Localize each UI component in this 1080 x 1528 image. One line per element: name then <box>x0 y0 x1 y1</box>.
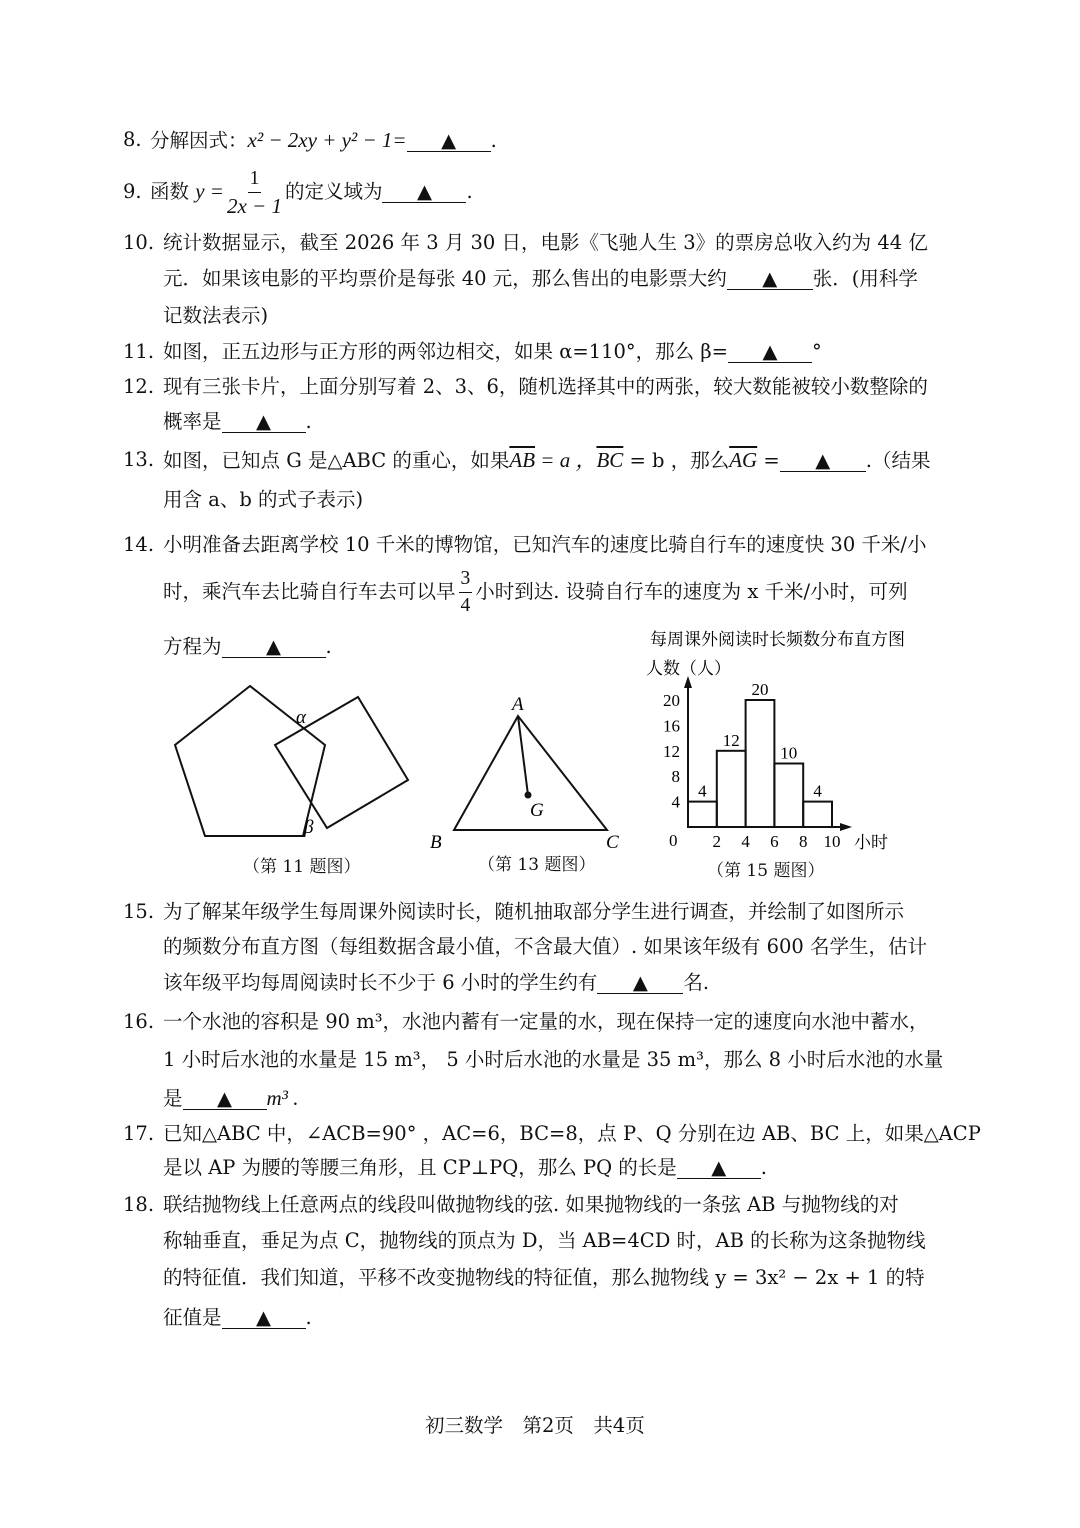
answer-blank[interactable]: ▲ <box>677 1158 761 1179</box>
denominator: 4 <box>460 595 471 616</box>
histogram-bar <box>803 802 832 827</box>
q9-number: 9. <box>123 180 142 203</box>
q15-line3 <box>163 971 709 995</box>
q8-number: 8. <box>123 128 142 151</box>
q13-line2: 用含 a、b 的式子表示) <box>163 488 364 511</box>
figure-15-caption: （第 15 题图） <box>707 861 825 881</box>
q10-text: 元．如果该电影的平均票价是每张 40 元，那么售出的电影票大约 <box>163 267 727 290</box>
q10-number: 10. <box>123 231 155 254</box>
q14-period: . <box>325 635 332 658</box>
y-tick-label: 4 <box>671 792 680 812</box>
denominator: 2x − 1 <box>226 194 282 218</box>
x-tick-label: 2 <box>712 832 722 851</box>
answer-blank[interactable]: ▲ <box>222 637 326 658</box>
q15-text: 该年级平均每周阅读时长不少于 6 小时的学生约有 <box>163 971 598 994</box>
figure-13-caption: （第 13 题图） <box>478 855 596 875</box>
q13-eq: = <box>757 449 780 472</box>
answer-blank[interactable]: ▲ <box>382 182 466 203</box>
q16-text: 是 <box>163 1087 183 1110</box>
q11-text: 如图，正五边形与正方形的两邻边相交，如果 α=110°，那么 β= <box>163 340 728 363</box>
q13-eq-a: = a ， <box>535 448 597 472</box>
q18-period: . <box>305 1306 312 1329</box>
q18-line2: 称轴垂直，垂足为点 C，抛物线的顶点为 D，当 AB=4CD 时，AB 的长称为这条抛物线 <box>163 1229 926 1252</box>
q14-text: 时，乘汽车去比骑自行车去可以早 <box>163 580 456 603</box>
q12-number: 12. <box>123 375 155 398</box>
q16-line3 <box>163 1086 298 1111</box>
q11-number: 11. <box>123 340 155 363</box>
page-footer: 初三数学 第2页 共4页 <box>425 1414 645 1437</box>
q16-number: 16. <box>123 1010 155 1033</box>
y-tick-label: 12 <box>663 741 680 761</box>
label-g: G <box>530 800 544 821</box>
q15-number: 15. <box>123 900 155 923</box>
histogram-bar <box>717 751 746 827</box>
bar-value-label: 20 <box>751 680 769 699</box>
square <box>275 697 408 828</box>
q18-line4 <box>163 1306 312 1330</box>
q13-text2: .（结果 <box>865 449 931 472</box>
q17-text: 是以 AP 为腰的等腰三角形，且 CP⊥PQ，那么 PQ 的长是 <box>163 1156 677 1179</box>
q16-line1: 一个水池的容积是 90 m³，水池内蓄有一定量的水，现在保持一定的速度向水池中蓄水， <box>163 1010 929 1033</box>
alpha-label: α <box>296 707 306 728</box>
q8-text: 分解因式： <box>150 129 248 152</box>
origin-label: 0 <box>669 831 678 850</box>
histogram-bar <box>774 764 803 828</box>
figure-11-caption: （第 11 题图） <box>243 857 361 877</box>
q18-line3: 的特征值．我们知道，平移不改变抛物线的特征值，那么抛物线 y = 3x² − 2x + 1 的特 <box>163 1266 925 1289</box>
histogram-bar <box>746 700 775 827</box>
bar-value-label: 10 <box>780 743 798 763</box>
answer-blank[interactable]: ▲ <box>183 1089 267 1110</box>
point-g <box>525 792 532 799</box>
q16-line2: 1 小时后水池的水量是 15 m³， 5 小时后水池的水量是 35 m³，那么 8 小时后水池的水量 <box>163 1048 944 1071</box>
q13-number: 13. <box>123 448 155 471</box>
answer-blank[interactable]: ▲ <box>222 412 306 433</box>
q13-text: 如图，已知点 G 是△ABC 的重心，如果 <box>163 449 510 472</box>
q17-period: . <box>760 1156 767 1179</box>
vector-ag: $\overline{AG}$ <box>729 448 758 472</box>
answer-blank[interactable]: ▲ <box>727 269 813 290</box>
q10-text2: 张．(用科学 <box>812 267 918 290</box>
q12-text: 概率是 <box>163 410 222 433</box>
bar-value-label: 4 <box>813 781 822 801</box>
q8-expression: x² − 2xy + y² − 1= <box>247 128 407 152</box>
q12-line1: 现有三张卡片，上面分别写着 2、3、6，随机选择其中的两张，较大数能被较小数整除的 <box>163 375 928 398</box>
histogram-y-label: 人数（人） <box>646 659 731 678</box>
histogram-x-label: 小时 <box>854 833 888 852</box>
q18-number: 18. <box>123 1193 155 1216</box>
label-a: A <box>512 694 524 715</box>
q15-line2: 的频数分布直方图（每组数据含最小值，不含最大值）. 如果该年级有 600 名学生，估计 <box>163 935 928 958</box>
label-b: B <box>430 832 442 853</box>
vector-ab: $\overline{AB}$ <box>509 448 536 472</box>
q17-line1: 已知△ABC 中，∠ACB=90° ，AC=6，BC=8，点 P、Q 分别在边 AB、BC 上，如果△ACP <box>163 1122 981 1145</box>
q10-line3: 记数法表示) <box>163 304 269 327</box>
answer-blank[interactable]: ▲ <box>222 1308 306 1329</box>
x-tick-label: 6 <box>770 832 779 851</box>
q12-period: . <box>305 410 312 433</box>
q9-period: . <box>466 180 473 203</box>
degree-sign: ° <box>812 340 822 363</box>
q8-period: . <box>490 129 497 152</box>
y-tick-label: 20 <box>663 691 680 710</box>
q9-y: y = <box>195 179 224 203</box>
x-tick-label: 10 <box>823 832 841 851</box>
bar-value-label: 4 <box>698 781 707 801</box>
answer-blank[interactable]: ▲ <box>407 131 491 152</box>
vector-bc: $\overline{BC}$ <box>596 448 624 472</box>
answer-blank[interactable]: ▲ <box>780 451 866 472</box>
q15-line1: 为了解某年级学生每周课外阅读时长，随机抽取部分学生进行调查，并绘制了如图所示 <box>163 900 905 923</box>
x-tick-label: 4 <box>741 832 750 851</box>
bar-value-label: 12 <box>722 730 740 750</box>
q9-text2: 的定义域为 <box>284 180 383 203</box>
q9-text: 函数 <box>150 180 196 203</box>
x-axis-arrow <box>840 823 852 831</box>
answer-blank[interactable]: ▲ <box>728 342 812 363</box>
q14-line1: 小明准备去距离学校 10 千米的博物馆，已知汽车的速度比骑自行车的速度快 30 千米/小 <box>163 533 927 556</box>
label-c: C <box>606 832 619 853</box>
q18-line1: 联结抛物线上任意两点的线段叫做抛物线的弦. 如果抛物线的一条弦 AB 与抛物线的对 <box>163 1193 899 1216</box>
q17-number: 17. <box>123 1122 155 1145</box>
numerator: 1 <box>248 166 262 193</box>
q17-line2 <box>163 1156 767 1180</box>
q14-text3: 方程为 <box>163 635 222 658</box>
histogram-figure-15 <box>663 676 852 851</box>
beta-label: β <box>304 817 314 838</box>
y-tick-label: 16 <box>663 716 680 736</box>
q10-line1: 统计数据显示，截至 2026 年 3 月 30 日，电影《飞驰人生 3》的票房总收入约为 44 亿 <box>163 231 928 254</box>
q14-number: 14. <box>123 533 155 556</box>
figure-11 <box>175 686 408 836</box>
answer-blank[interactable]: ▲ <box>597 973 683 994</box>
x-tick-label: 8 <box>798 832 808 851</box>
numerator: 3 <box>459 566 473 593</box>
q13-eq-b: = b ，那么 <box>623 449 730 472</box>
y-tick-label: 8 <box>671 767 680 787</box>
q18-text: 征值是 <box>163 1306 222 1329</box>
q16-unit: m³ . <box>266 1086 299 1110</box>
histogram-title: 每周课外阅读时长频数分布直方图 <box>650 630 905 649</box>
histogram-bar <box>688 802 717 827</box>
q14-text2: 小时到达. 设骑自行车的速度为 x 千米/小时，可列 <box>475 580 908 603</box>
q15-text2: 名. <box>683 971 710 994</box>
